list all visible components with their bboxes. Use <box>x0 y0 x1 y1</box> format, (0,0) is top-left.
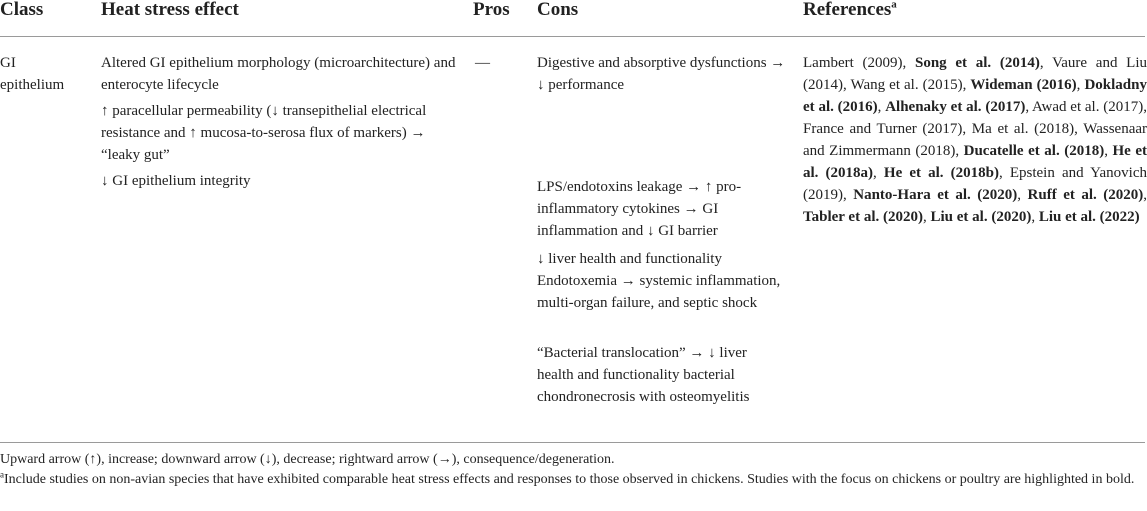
reference-text: , <box>1031 209 1039 225</box>
effect-item: Altered GI epithelium morphology (microarchitecture) and enterocyte lifecycle <box>101 55 456 93</box>
reference-text: , Epstein and Yanovich (2019), <box>803 165 1147 203</box>
footnote-legend: Upward arrow (↑), increase; downward arrow (↓), decrease; rightward arrow (→), consequence/degeneration. <box>0 452 615 467</box>
class-line-1: GI <box>0 55 16 71</box>
reference-chicken: Ducatelle et al. (2018) <box>963 143 1105 159</box>
reference-chicken: Tabler et al. (2020) <box>803 209 923 225</box>
footnote-text: Include studies on non-avian species that have exhibited comparable heat stress effects and responses to those observed in chickens. Studies with the focus on chickens or poultry are highlighted in bold. <box>4 472 1135 487</box>
header-cons-label: Cons <box>537 0 579 20</box>
effect-item: ↑ paracellular permeability (↓ transepithelial electrical resistance and ↑ mucosa-to-serosa flux of markers) → “leaky gut” <box>101 103 427 163</box>
table-header <box>0 0 1145 37</box>
reference-chicken: Ruff et al. (2020) <box>1027 187 1144 203</box>
reference-chicken: Wideman (2016) <box>970 77 1077 93</box>
reference-chicken: Nanto-Hara et al. (2020) <box>853 187 1018 203</box>
references-cell <box>803 52 1147 228</box>
reference-text: , <box>1104 143 1113 159</box>
header-references-marker: a <box>891 0 897 11</box>
footnote-a <box>0 470 1145 490</box>
reference-chicken: Liu et al. (2020) <box>930 209 1032 225</box>
reference-chicken: Song et al. (2014) <box>914 55 1040 71</box>
reference-text: , Vaure and Liu (2014), Wang et al. (2015), <box>803 55 1147 93</box>
class-cell <box>0 52 95 96</box>
reference-chicken: Alhenaky et al. (2017) <box>885 99 1026 115</box>
reference-chicken: He et al. (2018b) <box>883 165 999 181</box>
header-heat-stress-effect: Heat stress effect <box>101 0 239 20</box>
cons-cell-2: LPS/endotoxins leakage → ↑ pro-inflammatory cytokines → GI inflammation and ↓ GI barrier <box>537 179 742 239</box>
cons-cell-1: Digestive and absorptive dysfunctions → ↓ performance <box>537 55 786 93</box>
reference-chicken: Liu et al. (2022) <box>1038 209 1140 225</box>
reference-text: , <box>877 99 886 115</box>
pros-cell: — <box>475 55 490 71</box>
reference-text: , <box>1143 187 1147 203</box>
class-line-2: epithelium <box>0 77 65 93</box>
reference-text: , <box>1076 77 1085 93</box>
reference-text: Lambert (2009), <box>803 55 915 71</box>
effect-item: ↓ GI epithelium integrity <box>101 173 251 189</box>
reference-text: , <box>923 209 931 225</box>
footnote-marker: a <box>0 469 4 480</box>
reference-chicken: Dokladny et al. (2016) <box>803 77 1147 115</box>
table-bottom-rule <box>0 442 1145 443</box>
header-references <box>803 0 897 22</box>
cons-cell-3: ↓ liver health and functionality Endotoxemia → systemic inflammation, multi-organ failure, and septic shock <box>537 251 781 311</box>
header-class: Class <box>0 0 44 20</box>
reference-text: , <box>873 165 884 181</box>
reference-text: , <box>1017 187 1028 203</box>
reference-text: , Awad et al. (2017), France and Turner (2017), Ma et al. (2018), Wassenaar and Zimmermann (2018), <box>803 99 1147 159</box>
header-pros: Pros <box>473 0 510 20</box>
cons-cell-4: “Bacterial translocation” → ↓ liver health and functionality bacterial chondronecrosis with osteomyelitis <box>537 345 750 405</box>
header-references-label: References <box>803 0 892 20</box>
reference-chicken: He et al. (2018a) <box>803 143 1147 181</box>
effect-cell <box>101 52 466 196</box>
header-cons <box>537 0 578 22</box>
